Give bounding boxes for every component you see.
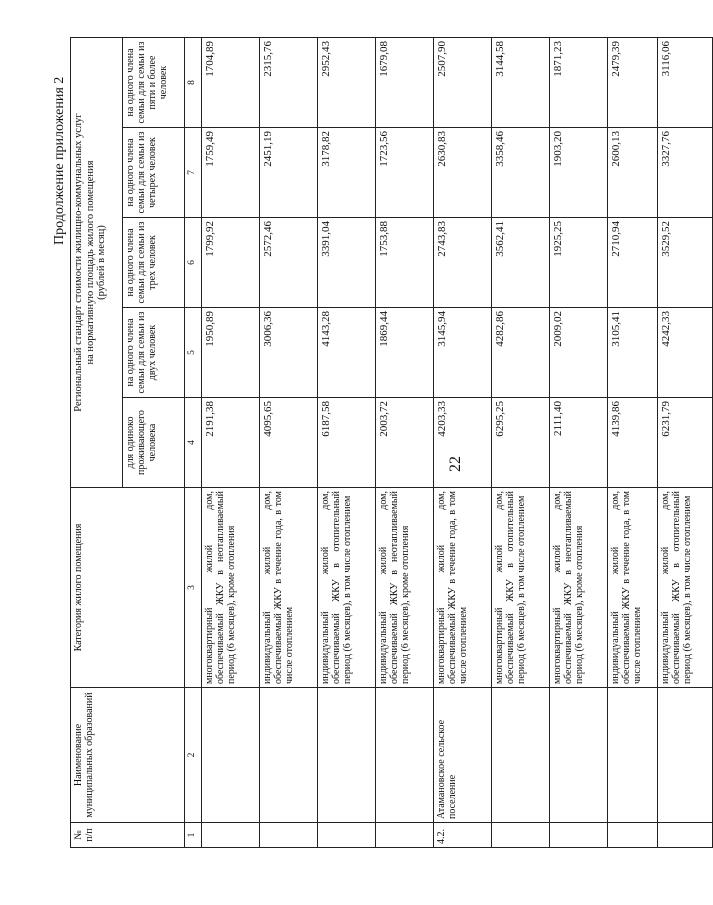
row-value: 2003,72 xyxy=(376,398,434,488)
row-category: индивидуальный жилой дом, обеспечиваемый ЖКУ в отопительный период (6 месяцев), в том числе отоплением xyxy=(318,488,376,688)
row-value: 1753,88 xyxy=(376,218,434,308)
row-category: многоквартирный жилой дом, обеспечиваемый ЖКУ в неотапливаемый период (6 месяцев), кроме отопления xyxy=(202,488,260,688)
row-value: 3358,46 xyxy=(492,128,550,218)
row-mo-name: Атамановское сельское поселение xyxy=(434,688,492,823)
row-number: 4.2. xyxy=(434,823,492,848)
row-category: индивидуальный жилой дом, обеспечиваемый ЖКУ в течение года, в том числе отоплением xyxy=(260,488,318,688)
row-value: 2710,94 xyxy=(608,218,658,308)
row-value: 2451,19 xyxy=(260,128,318,218)
row-value: 1799,92 xyxy=(202,218,260,308)
subheader-4: на одного члена семьи для семьи из четырех человек xyxy=(123,128,185,218)
row-category: индивидуальный жилой дом, обеспечиваемый ЖКУ в отопительный период (6 месяцев), в том числе отоплением xyxy=(658,488,713,688)
colnum-6: 6 xyxy=(185,218,202,308)
row-value: 1871,23 xyxy=(550,38,608,128)
colnum-2: 2 xyxy=(185,688,202,823)
row-mo-name xyxy=(202,688,260,823)
subheader-2: на одного члена семьи для семьи из двух человек xyxy=(123,308,185,398)
row-value: 2572,46 xyxy=(260,218,318,308)
row-number xyxy=(318,823,376,848)
row-value: 6295,25 xyxy=(492,398,550,488)
row-value: 3006,36 xyxy=(260,308,318,398)
row-category: многоквартирный жилой дом, обеспечиваемый ЖКУ в неотапливаемый период (6 месяцев), кроме отопления xyxy=(550,488,608,688)
row-category: многоквартирный жилой дом, обеспечиваемый ЖКУ в течение года, в том числе отоплением xyxy=(434,488,492,688)
subheader-3: на одного члена семьи для семьи из трех человек xyxy=(123,218,185,308)
row-value: 3144,58 xyxy=(492,38,550,128)
colnum-1: 1 xyxy=(185,823,202,848)
row-value: 1950,89 xyxy=(202,308,260,398)
row-value: 4282,86 xyxy=(492,308,550,398)
row-number xyxy=(658,823,713,848)
table-row xyxy=(658,38,713,848)
subheader-1: для одиноко проживающего человека xyxy=(123,398,185,488)
row-value: 4242,33 xyxy=(658,308,713,398)
standard-table xyxy=(70,37,713,848)
row-value: 2600,13 xyxy=(608,128,658,218)
row-value: 2315,76 xyxy=(260,38,318,128)
colnum-7: 7 xyxy=(185,128,202,218)
row-value: 2630,83 xyxy=(434,128,492,218)
row-value: 4203,33 xyxy=(434,398,492,488)
row-value: 3105,41 xyxy=(608,308,658,398)
row-value: 1679,08 xyxy=(376,38,434,128)
table-row xyxy=(608,38,658,848)
header-standard-line2: на нормативную площадь жилого помещения xyxy=(84,160,96,365)
row-value: 2479,39 xyxy=(608,38,658,128)
row-mo-name xyxy=(492,688,550,823)
row-value: 1869,44 xyxy=(376,308,434,398)
row-mo-name xyxy=(658,688,713,823)
row-number xyxy=(202,823,260,848)
table-row xyxy=(492,38,550,848)
row-value: 1704,89 xyxy=(202,38,260,128)
header-category: Категория жилого помещения xyxy=(71,488,185,688)
header-no: № п/п xyxy=(71,823,185,848)
row-value: 3116,06 xyxy=(658,38,713,128)
row-number xyxy=(608,823,658,848)
row-value: 3145,94 xyxy=(434,308,492,398)
row-value: 3391,04 xyxy=(318,218,376,308)
row-value: 1925,25 xyxy=(550,218,608,308)
row-mo-name xyxy=(376,688,434,823)
row-value: 1723,56 xyxy=(376,128,434,218)
table-row xyxy=(434,38,492,848)
row-value: 1903,20 xyxy=(550,128,608,218)
row-value: 2111,40 xyxy=(550,398,608,488)
table-row xyxy=(202,38,260,848)
table-row xyxy=(318,38,376,848)
appendix-label: Продолжение приложения 2 xyxy=(52,76,67,245)
table-row xyxy=(376,38,434,848)
colnum-5: 5 xyxy=(185,308,202,398)
header-standard-line1: Региональный стандарт стоимости жилищно-коммунальных услуг xyxy=(73,113,84,412)
row-category: многоквартирный жилой дом, обеспечиваемый ЖКУ в отопительный период (6 месяцев), в том числе отоплением xyxy=(492,488,550,688)
page-number: 22 xyxy=(447,456,464,472)
row-value: 3178,82 xyxy=(318,128,376,218)
row-mo-name xyxy=(608,688,658,823)
header-mo: Наименование муниципальных образований xyxy=(71,688,185,823)
row-mo-name xyxy=(550,688,608,823)
row-mo-name xyxy=(260,688,318,823)
row-value: 2743,83 xyxy=(434,218,492,308)
table-row xyxy=(550,38,608,848)
colnum-8: 8 xyxy=(185,38,202,128)
row-number xyxy=(492,823,550,848)
table-row xyxy=(260,38,318,848)
row-value: 6187,58 xyxy=(318,398,376,488)
row-value: 3529,52 xyxy=(658,218,713,308)
row-category: индивидуальный жилой дом, обеспечиваемый ЖКУ в неотапливаемый период (6 месяцев), кроме отопления xyxy=(376,488,434,688)
row-value: 2009,02 xyxy=(550,308,608,398)
row-category: индивидуальный жилой дом, обеспечиваемый ЖКУ в течение года, в том числе отоплением xyxy=(608,488,658,688)
row-value: 1759,49 xyxy=(202,128,260,218)
row-number xyxy=(550,823,608,848)
row-value: 2952,43 xyxy=(318,38,376,128)
subheader-5: на одного члена семьи для семьи из пяти и более человек xyxy=(123,38,185,128)
row-value: 4139,86 xyxy=(608,398,658,488)
row-value: 6231,79 xyxy=(658,398,713,488)
row-value: 3562,41 xyxy=(492,218,550,308)
header-standard-line3: (рублей в месяц) xyxy=(96,225,108,300)
row-number xyxy=(260,823,318,848)
colnum-4: 4 xyxy=(185,398,202,488)
row-value: 3327,76 xyxy=(658,128,713,218)
row-value: 4143,28 xyxy=(318,308,376,398)
colnum-3: 3 xyxy=(185,488,202,688)
row-mo-name xyxy=(318,688,376,823)
row-number xyxy=(376,823,434,848)
row-value: 4095,65 xyxy=(260,398,318,488)
row-value: 2507,90 xyxy=(434,38,492,128)
header-standard xyxy=(71,38,123,488)
row-value: 2191,38 xyxy=(202,398,260,488)
